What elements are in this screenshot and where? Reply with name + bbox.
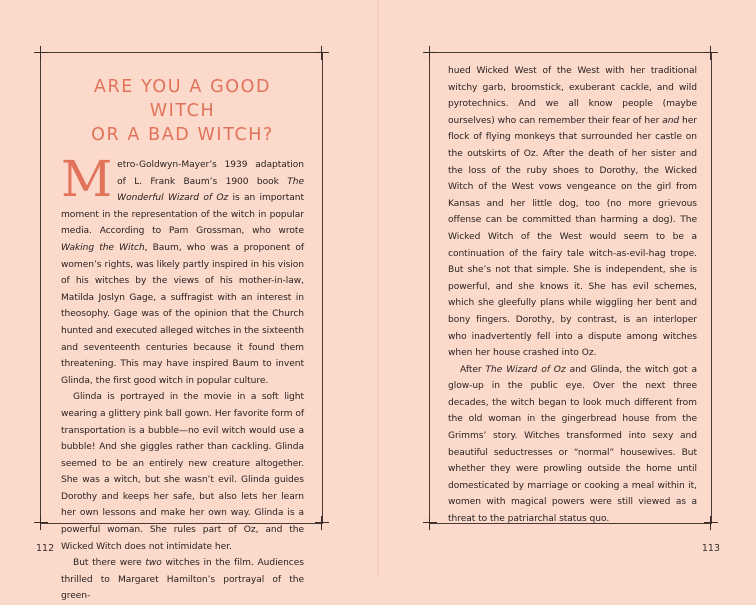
corner-mark: [704, 46, 718, 60]
right-body-text: [448, 63, 697, 528]
paragraph-text: [61, 558, 304, 601]
text-run: and Glinda, the witch got a glow-up in the public eye. Over the next three decades, the witch began to look much different from the old woman in the gingerbread house from the Grimms’ story. Witches transformed into sexy and beautiful seductresses or “normal” housewives. But whether they were prowling outside the home until domesticated by marriage or cooking a meal within it, women with magical powers were still viewed as a threat to the patriarchal status quo.: [448, 364, 697, 525]
page-number-left: 112: [36, 543, 55, 554]
left-paragraph-1: [61, 150, 304, 389]
italic-text-run: and: [662, 115, 680, 126]
left-page-content: [61, 75, 304, 602]
text-run: , Baum, who was a proponent of women’s rights, was likely partly inspired in his vision of his witches by the views of his mother-in-law, Matilda Joslyn Gage, a suffragist with an interest in theosophy. Gage was of the opinion that the Church hunted and executed alleged witches in the sixteenth and seventeenth centuries because it found them threatening. This may have inspired Baum to invent Glinda, the first good witch in popular culture.: [61, 242, 304, 386]
paragraph-text: [448, 66, 697, 358]
corner-mark: [34, 46, 48, 60]
left-body-text: [61, 150, 304, 605]
page-number-right: 113: [701, 543, 720, 554]
chapter-title-line-2: OR A BAD WITCH?: [91, 125, 274, 145]
text-run: Glinda is portrayed in the movie in a soft light wearing a glittery pink ball gown. Her favorite form of transportation is a bubble—no evil witch would use a bubble! And she giggles rather than cackling. Glinda seemed to be an entirely new creature altogether. She was a witch, but she wasn’t evil. Glinda guides Dorothy and keeps her safe, but also lets her learn her own lessons and make her own way. Glinda is a powerful woman. She rules part of Oz, and the Wicked Witch does not intimidate her.: [61, 392, 304, 552]
right-paragraph-2: [448, 362, 697, 528]
italic-text-run: The Wizard of Oz: [485, 364, 566, 375]
text-run: her flock of flying monkeys that surrounded her castle on the outskirts of Oz. After the death of her sister and the loss of the ruby shoes to Dorothy, the Wicked Witch of the West vows vengeance on the girl from Kansas and her little dog, too (no more grievous offense can be committed than harming a dog). The Wicked Witch of the West would seem to be a continuation of the fairy tale witch-as-evil-hag trope. But she’s not that simple. She is independent, she is powerful, and she knows it. She has evil schemes, which she gleefully plans while wiggling her bent and bony fingers. Dorothy, by contrast, is an interloper who inadvertently fell into a dispute among witches when her house crashed into Oz.: [448, 115, 697, 359]
text-run: witches in the film. Audiences thrilled to Margaret Hamilton’s portrayal of the green-: [61, 558, 304, 602]
text-run: is an important moment in the representation of the witch in popular media. According to Pam Grossman, who wrote: [61, 193, 304, 237]
corner-mark: [423, 516, 437, 530]
right-paragraph-1: [448, 63, 697, 362]
corner-mark: [423, 46, 437, 60]
text-run: etro-Goldwyn-Mayer’s 1939 adaptation of L. Frank Baum’s 1900 book: [117, 160, 304, 187]
corner-mark: [704, 516, 718, 530]
right-page-content: [448, 63, 697, 525]
left-paragraph-3: [61, 555, 304, 605]
right-page: [379, 0, 756, 576]
text-run: But there were: [73, 558, 146, 569]
corner-mark: [34, 516, 48, 530]
text-run: hued Wicked West of the West with her traditional witchy garb, broomstick, exuberant cackle, and wild pyrotechnics. And we all know people (maybe ourselves) who can remember their fear of her: [448, 66, 697, 126]
italic-text-run: Waking the Witch: [61, 242, 145, 253]
paragraph-text: [61, 392, 304, 551]
left-page: [0, 0, 377, 602]
corner-mark: [315, 516, 329, 530]
corner-mark: [315, 46, 329, 60]
italic-text-run: The Wonderful Wizard of Oz: [117, 176, 304, 204]
left-paragraph-2: [61, 389, 304, 555]
chapter-title: [61, 75, 304, 147]
text-run: After: [460, 364, 486, 375]
right-page-frame: [429, 52, 712, 524]
italic-text-run: two: [145, 558, 162, 569]
chapter-title-line-1: ARE YOU A GOOD WITCH: [93, 77, 272, 121]
drop-cap: M: [61, 150, 113, 208]
paragraph-text: [448, 365, 697, 524]
